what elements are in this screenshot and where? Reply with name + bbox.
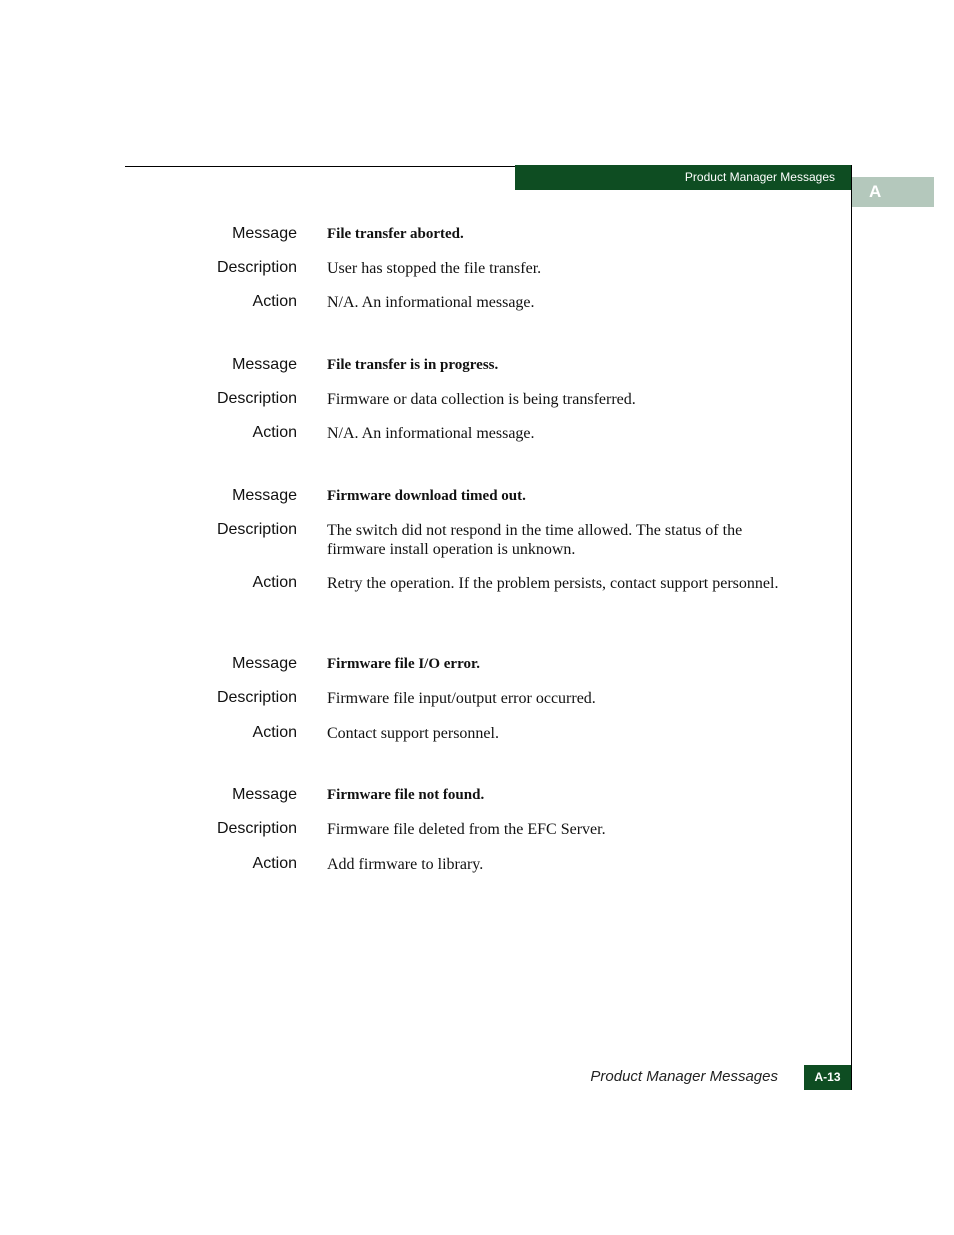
description-label: Description xyxy=(216,390,297,407)
message-text: Firmware file I/O error. xyxy=(327,656,481,672)
description-text: The switch did not respond in the time allowed. The status of the firmware install operation is unknown. xyxy=(327,522,743,558)
description-text: Firmware file deleted from the EFC Server. xyxy=(327,821,606,838)
action-label: Action xyxy=(252,855,297,872)
action-text: Contact support personnel. xyxy=(327,725,499,742)
message-text: File transfer aborted. xyxy=(327,226,464,242)
action-text: N/A. An informational message. xyxy=(327,294,535,311)
page-edge-rule xyxy=(851,165,852,1090)
message-label: Message xyxy=(232,225,297,242)
header-rule xyxy=(125,166,515,167)
action-text: Add firmware to library. xyxy=(327,856,484,873)
description-label: Description xyxy=(216,689,297,706)
running-footer: Product Manager Messages xyxy=(590,1068,778,1085)
page-number: A-13 xyxy=(804,1065,851,1090)
action-label: Action xyxy=(252,724,297,741)
description-label: Description xyxy=(216,521,297,538)
action-label: Action xyxy=(252,574,297,591)
message-label: Message xyxy=(232,487,297,504)
message-text: Firmware file not found. xyxy=(327,787,485,803)
action-text: N/A. An informational message. xyxy=(327,425,535,442)
message-label: Message xyxy=(232,356,297,373)
message-text: Firmware download timed out. xyxy=(327,488,526,504)
message-label: Message xyxy=(232,655,297,672)
description-label: Description xyxy=(216,820,297,837)
action-text: Retry the operation. If the problem persists, contact support personnel. xyxy=(327,575,779,592)
description-text: User has stopped the file transfer. xyxy=(327,260,542,277)
description-label: Description xyxy=(216,259,297,276)
action-label: Action xyxy=(252,293,297,310)
running-header: Product Manager Messages xyxy=(515,165,851,190)
section-tab: A xyxy=(852,177,934,207)
description-text: Firmware or data collection is being transferred. xyxy=(327,391,636,408)
description-text: Firmware file input/output error occurred. xyxy=(327,690,596,707)
action-label: Action xyxy=(252,424,297,441)
message-text: File transfer is in progress. xyxy=(327,357,499,373)
message-label: Message xyxy=(232,786,297,803)
